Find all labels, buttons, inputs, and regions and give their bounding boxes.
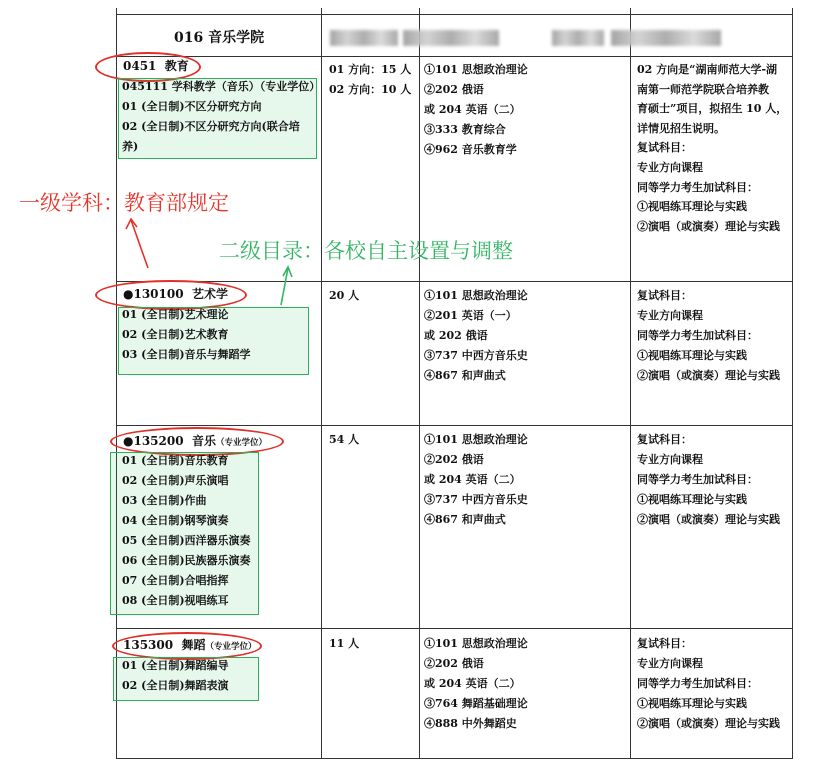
- discipline-code: ●135200: [123, 434, 184, 448]
- enrollment-plan: [329, 634, 359, 654]
- remark-line: 专业方向课程: [637, 160, 703, 174]
- remark-line: 复试科目：: [637, 637, 692, 650]
- plan-line: 11 人: [329, 637, 360, 650]
- direction-list: [122, 451, 251, 611]
- direction-list: [122, 77, 320, 157]
- discipline-name: 舞蹈: [181, 638, 206, 652]
- exam-line: 或 204 英语（二）: [424, 677, 521, 690]
- remark-line: 复试科目：: [637, 141, 692, 155]
- remark-line: 复试科目：: [637, 289, 692, 302]
- direction-list: [122, 656, 229, 696]
- exam-line: ④867 和声曲式: [424, 369, 506, 382]
- exam-subjects: [424, 286, 528, 386]
- discipline-code: 0451: [123, 59, 157, 73]
- exam-line: 或 202 俄语: [424, 329, 488, 342]
- discipline-title: [123, 285, 228, 302]
- exam-line: ③737 中西方音乐史: [424, 349, 528, 362]
- list-item: 02 (全日制)声乐演唱: [122, 474, 229, 487]
- enrollment-plan: [329, 430, 359, 450]
- discipline-code: ●130100: [123, 287, 184, 301]
- remarks: [637, 286, 780, 386]
- exam-subjects: [424, 60, 528, 160]
- remark-line: 同等学力考生加试科目：: [637, 677, 758, 690]
- list-item: 02 (全日制)不区分研究方向(联合培: [122, 120, 300, 133]
- list-item: 08 (全日制)视唱练耳: [122, 594, 229, 607]
- exam-line: ④888 中外舞蹈史: [424, 717, 517, 730]
- list-item: 02 (全日制)艺术教育: [122, 328, 229, 341]
- plan-line: 54 人: [329, 433, 360, 446]
- exam-line: ③737 中西方音乐史: [424, 493, 528, 506]
- exam-line: ④962 音乐教育学: [424, 143, 517, 156]
- red-arrow-icon: [126, 219, 148, 268]
- remark-line: 同等学力考生加试科目：: [637, 329, 758, 342]
- list-item: 养): [122, 140, 139, 153]
- enrollment-plan: [329, 286, 359, 306]
- remarks: [637, 60, 787, 236]
- remark-line: 专业方向课程: [637, 453, 703, 466]
- exam-line: ②202 俄语: [424, 657, 484, 670]
- discipline-title: [123, 432, 267, 449]
- list-item: 02 (全日制)舞蹈表演: [122, 679, 229, 692]
- discipline-title: [123, 636, 257, 653]
- plan-line: 01 方向：15 人: [329, 63, 412, 76]
- remark-line: ①视唱练耳理论与实践: [637, 493, 747, 506]
- list-item: 01 (全日制)不区分研究方向: [122, 100, 262, 113]
- remark-line: 专业方向课程: [637, 657, 703, 670]
- list-item: 01 (全日制)艺术理论: [122, 308, 229, 321]
- remark-line: 同等学力考生加试科目：: [637, 180, 758, 194]
- remark-line: 同等学力考生加试科目：: [637, 473, 758, 486]
- discipline-name: 教育: [164, 59, 189, 73]
- exam-line: 或 204 英语（二）: [424, 473, 521, 486]
- remark-line: 专业方向课程: [637, 309, 703, 322]
- remark-line: 南第一师范学院联合培养教: [637, 82, 769, 96]
- remarks: [637, 430, 780, 530]
- exam-line: ①101 思想政治理论: [424, 289, 528, 302]
- remark-line: ①视唱练耳理论与实践: [637, 200, 747, 214]
- exam-line: 或 204 英语（二）: [424, 103, 521, 116]
- remark-line: 育硕士”项目，拟招生 10 人，: [637, 102, 788, 116]
- remark-line: ②演唱（或演奏）理论与实践: [637, 513, 780, 526]
- list-item: 01 (全日制)舞蹈编导: [122, 659, 229, 672]
- list-item: 04 (全日制)钢琴演奏: [122, 514, 229, 527]
- exam-line: ③764 舞蹈基础理论: [424, 697, 528, 710]
- school-title: 016 音乐学院: [174, 30, 265, 46]
- green-arrow-icon: [281, 267, 292, 305]
- discipline-name: 音乐: [191, 434, 216, 448]
- remark-line: 复试科目：: [637, 433, 692, 446]
- remark-line: ①视唱练耳理论与实践: [637, 697, 747, 710]
- exam-subjects: [424, 430, 528, 530]
- remark-line: ①视唱练耳理论与实践: [637, 349, 747, 362]
- list-item: 05 (全日制)西洋器乐演奏: [122, 534, 251, 547]
- list-item: 045111 学科教学（音乐）（专业学位）: [122, 80, 321, 93]
- exam-line: ②202 俄语: [424, 453, 484, 466]
- plan-line: 02 方向：10 人: [329, 83, 412, 96]
- exam-subjects: [424, 634, 528, 734]
- remark-line: ②演唱（或演奏）理论与实践: [637, 717, 780, 730]
- remark-line: ②演唱（或演奏）理论与实践: [637, 369, 780, 382]
- exam-line: ①101 思想政治理论: [424, 637, 528, 650]
- list-item: 07 (全日制)合唱指挥: [122, 574, 229, 587]
- remark-line: 02 方向是“湖南师范大学-湖: [637, 63, 778, 76]
- exam-line: ④867 和声曲式: [424, 513, 506, 526]
- remarks: [637, 634, 780, 734]
- enrollment-plan: [329, 60, 411, 100]
- exam-line: ③333 教育综合: [424, 123, 506, 136]
- degree-tag: （专业学位）: [215, 438, 267, 448]
- degree-tag: （专业学位）: [205, 642, 257, 652]
- remark-line: 详情见招生说明。: [637, 121, 725, 135]
- direction-list: [122, 305, 251, 365]
- exam-line: ②201 英语（一）: [424, 309, 517, 322]
- level1-annotation: 一级学科：教育部规定: [19, 191, 229, 215]
- level2-annotation: 二级目录：各校自主设置与调整: [219, 239, 513, 263]
- list-item: 01 (全日制)音乐教育: [122, 454, 229, 467]
- list-item: 03 (全日制)音乐与舞蹈学: [122, 348, 251, 361]
- exam-line: ①101 思想政治理论: [424, 63, 528, 76]
- discipline-name: 艺术学: [191, 287, 228, 301]
- exam-line: ①101 思想政治理论: [424, 433, 528, 446]
- discipline-code: 135300: [123, 638, 174, 652]
- list-item: 06 (全日制)民族器乐演奏: [122, 554, 251, 567]
- list-item: 03 (全日制)作曲: [122, 494, 207, 507]
- discipline-title: [123, 57, 189, 74]
- plan-line: 20 人: [329, 289, 360, 302]
- remark-line: ②演唱（或演奏）理论与实践: [637, 219, 780, 233]
- exam-line: ②202 俄语: [424, 83, 484, 96]
